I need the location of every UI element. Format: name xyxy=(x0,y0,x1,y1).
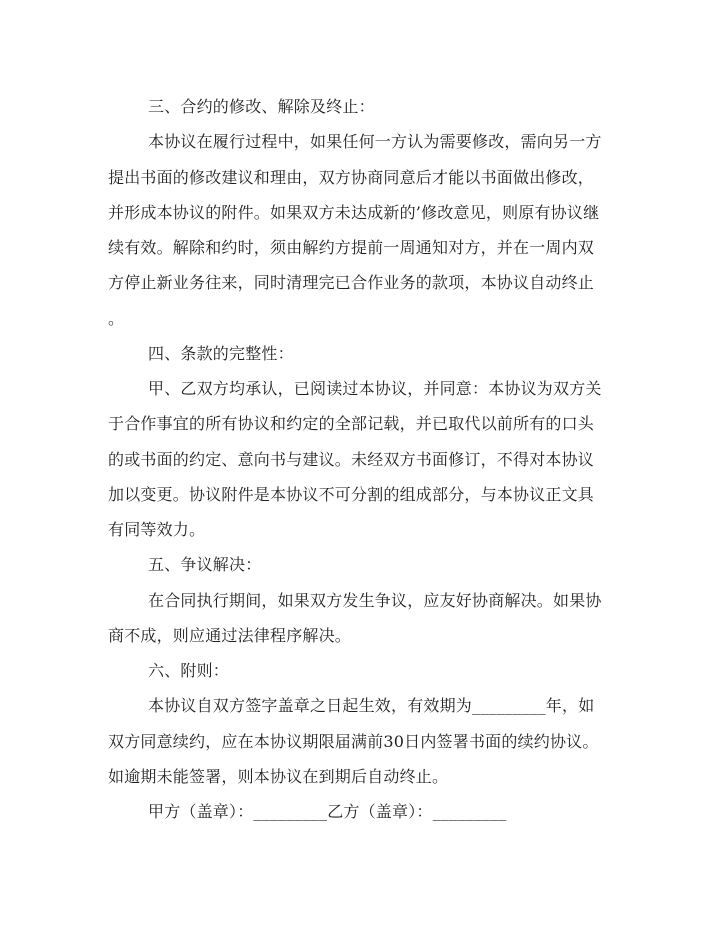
section-6-heading: 六、附则： xyxy=(148,661,230,680)
section-5-line-1: 在合同执行期间，如果双方发生争议，应友好协商解决。如果协 xyxy=(148,591,602,610)
section-3-line-6: 。 xyxy=(108,309,125,328)
section-5-line-2: 商不成，则应通过法律程序解决。 xyxy=(108,626,352,645)
section-4-line-5: 有同等效力。 xyxy=(108,520,206,539)
section-6-line-3: 如逾期未能签署，则本协议在到期后自动终止。 xyxy=(108,767,449,786)
section-3-line-1: 本协议在履行过程中，如果任何一方认为需要修改，需向另一方 xyxy=(148,132,602,151)
section-4-line-3: 的或书面的约定、意向书与建议。未经双方书面修订，不得对本协议 xyxy=(108,450,595,469)
section-3-line-3: 并形成本协议的附件。如果双方未达成新的’修改意见，则原有协议继 xyxy=(108,203,600,222)
section-4-heading: 四、条款的完整性： xyxy=(148,344,294,363)
section-4-line-4: 加以变更。协议附件是本协议不可分割的组成部分，与本协议正文具 xyxy=(108,485,595,504)
section-6-line-2: 双方同意续约，应在本协议期限届满前30日内签署书面的续约协议。 xyxy=(108,732,599,751)
section-6-line-1: 本协议自双方签字盖章之日起生效，有效期为_________年，如 xyxy=(148,696,595,715)
section-3-heading: 三、合约的修改、解除及终止： xyxy=(148,97,375,116)
section-4-line-2: 于合作事宜的所有协议和约定的全部记载，并已取代以前所有的口头 xyxy=(108,414,595,433)
section-3-line-2: 提出书面的修改建议和理由，双方协商同意后才能以书面做出修改， xyxy=(108,168,595,187)
section-5-heading: 五、争议解决： xyxy=(148,555,262,574)
signature-line: 甲方（盖章）：_________乙方（盖章）：_________ xyxy=(148,802,507,821)
section-3-line-4: 续有效。解除和约时，须由解约方提前一周通知对方，并在一周内双 xyxy=(108,238,595,257)
section-4-line-1: 甲、乙双方均承认，已阅读过本协议，并同意：本协议为双方关 xyxy=(148,379,602,398)
section-3-line-5: 方停止新业务往来，同时清理完已合作业务的款项，本协议自动终止 xyxy=(108,273,595,292)
